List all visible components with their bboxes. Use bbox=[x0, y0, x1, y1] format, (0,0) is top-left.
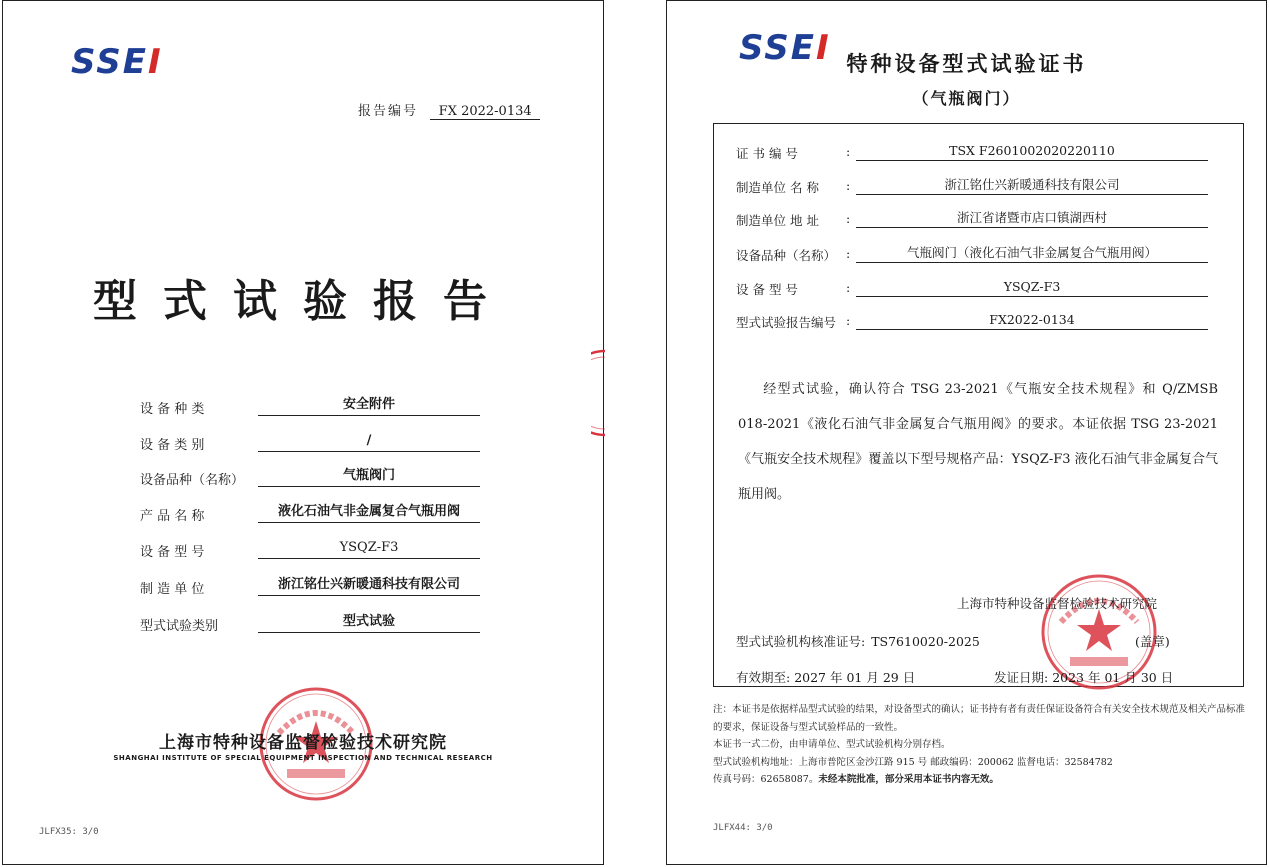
field-value: 气瓶阀门 bbox=[258, 466, 480, 487]
field-label: 设 备 型 号 bbox=[140, 545, 205, 560]
cert-row: 型式试验报告编号 : FX2022-0134 bbox=[736, 311, 1203, 331]
cert-row-label: 证 书 编 号 bbox=[736, 146, 798, 161]
field-label: 设 备 类 别 bbox=[140, 438, 205, 453]
institute-name-en: SHANGHAI INSTITUTE OF SPECIAL EQUIPMENT INSPECTION AND TECHNICAL RESEARCH bbox=[113, 754, 493, 762]
validity bbox=[736, 668, 915, 686]
field-value: 安全附件 bbox=[258, 395, 480, 416]
field-value: 浙江铭仕兴新暖通科技有限公司 bbox=[258, 575, 480, 596]
cert-row: 设备品种（名称） : 气瓶阀门（液化石油气非金属复合气瓶用阀） bbox=[736, 244, 1203, 264]
certificate-statement: 经型式试验，确认符合 TSG 23-2021《气瓶安全技术规程》和 Q/ZMSB 018-2021《液化石油气非金属复合气瓶用阀》的要求。本证依据 TSG 23-2021《气瓶安全技术规程》覆盖以下型号规格产品：YSQZ-F3 液化石油气非金属复合气瓶用阀。 bbox=[738, 382, 1218, 502]
cert-row: 证 书 编 号 : TSX F2601002020220110 bbox=[736, 142, 1203, 162]
validity-value: 2027 年 01 月 29 日 bbox=[794, 670, 916, 685]
form-code: JLFX35: 3/0 bbox=[39, 827, 99, 837]
report-title: 型式试验报告 bbox=[93, 276, 513, 327]
issue-date-value: 2023 年 01 月 30 日 bbox=[1052, 670, 1174, 685]
field-row bbox=[140, 538, 480, 560]
institute-name-cn: 上海市特种设备监督检验技术研究院 bbox=[159, 733, 447, 753]
note-line: 本证书一式二份，由申请单位、型式试验机构分别存档。 bbox=[713, 739, 951, 750]
cert-row: 制造单位 地 址 : 浙江省诸暨市店口镇湖西村 bbox=[736, 209, 1203, 229]
approval-number-value: TS7610020-2025 bbox=[871, 634, 980, 649]
field-row bbox=[140, 431, 480, 453]
issue-date-label: 发证日期: bbox=[994, 670, 1049, 685]
note-line: 注：本证书是依据样品型式试验的结果，对设备型式的确认；证书持有者有责任保证设备符合有关安全技术规范及相关产品标准的要求，保证设备与型式试验样品的一致性。 bbox=[713, 704, 1246, 733]
field-value: 型式试验 bbox=[258, 612, 480, 633]
note-bold: 未经本院批准，部分采用本证书内容无效。 bbox=[818, 774, 999, 785]
field-value: YSQZ-F3 bbox=[258, 538, 480, 559]
field-label: 型式试验类别 bbox=[140, 619, 219, 634]
validity-label: 有效期至: bbox=[736, 670, 791, 685]
field-value: / bbox=[258, 431, 480, 452]
approval-number-label: 型式试验机构核准证号: bbox=[736, 634, 866, 649]
cert-row-label: 设备品种（名称） bbox=[736, 248, 837, 263]
issuing-institute: 上海市特种设备监督检验技术研究院 bbox=[957, 596, 1158, 611]
field-row bbox=[140, 575, 480, 597]
cert-row-value: 气瓶阀门（液化石油气非金属复合气瓶用阀） bbox=[856, 244, 1208, 263]
field-label: 制 造 单 位 bbox=[140, 582, 205, 597]
report-number bbox=[358, 100, 540, 120]
ssei-logo: SSEI bbox=[739, 28, 831, 68]
form-code: JLFX44: 3/0 bbox=[713, 823, 773, 833]
field-label: 设 备 种 类 bbox=[140, 402, 205, 417]
field-row bbox=[140, 502, 480, 524]
field-label: 产 品 名 称 bbox=[140, 509, 205, 524]
edge-seal-fragment bbox=[591, 349, 605, 437]
certificate-subtitle: （气瓶阀门） bbox=[912, 89, 1021, 108]
cert-row-label: 型式试验报告编号 bbox=[736, 315, 837, 330]
cert-row: 制造单位 名 称 : 浙江铭仕兴新暖通科技有限公司 bbox=[736, 176, 1203, 196]
field-label: 设备品种（名称） bbox=[140, 473, 245, 488]
cert-row-value: YSQZ-F3 bbox=[856, 278, 1208, 297]
type-test-report-cover bbox=[2, 0, 604, 865]
cert-row-label: 制造单位 名 称 bbox=[736, 180, 819, 195]
cert-row-value: FX2022-0134 bbox=[856, 311, 1208, 330]
approval-number bbox=[736, 632, 980, 650]
cert-row-label: 设 备 型 号 bbox=[736, 282, 798, 297]
field-row bbox=[140, 466, 480, 488]
cert-row: 设 备 型 号 : YSQZ-F3 bbox=[736, 278, 1203, 298]
note-line: 型式试验机构地址：上海市普陀区金沙江路 915 号 邮政编码：200062 监督电话：32584782 bbox=[713, 756, 1113, 768]
field-row bbox=[140, 612, 480, 634]
cert-row-value: 浙江省诸暨市店口镇湖西村 bbox=[856, 209, 1208, 228]
field-row bbox=[140, 395, 480, 417]
certificate-title: 特种设备型式试验证书 bbox=[846, 51, 1087, 76]
report-number-label: 报告编号 bbox=[358, 104, 419, 119]
seal-note: (盖章) bbox=[1135, 634, 1170, 649]
cert-row-value: 浙江铭仕兴新暖通科技有限公司 bbox=[856, 176, 1208, 195]
field-value: 液化石油气非金属复合气瓶用阀 bbox=[258, 502, 480, 523]
note-line: 传真号码：62658087。未经本院批准，部分采用本证书内容无效。 bbox=[713, 774, 999, 785]
ssei-logo: SSEI bbox=[71, 42, 163, 82]
cert-row-label: 制造单位 地 址 bbox=[736, 213, 819, 228]
cert-row-value: TSX F2601002020220110 bbox=[856, 142, 1208, 161]
certificate-body bbox=[713, 123, 1244, 687]
certificate-notes bbox=[713, 701, 1245, 789]
report-number-value: FX 2022-0134 bbox=[430, 104, 540, 120]
type-test-certificate bbox=[666, 0, 1267, 865]
issue-date bbox=[994, 668, 1173, 686]
